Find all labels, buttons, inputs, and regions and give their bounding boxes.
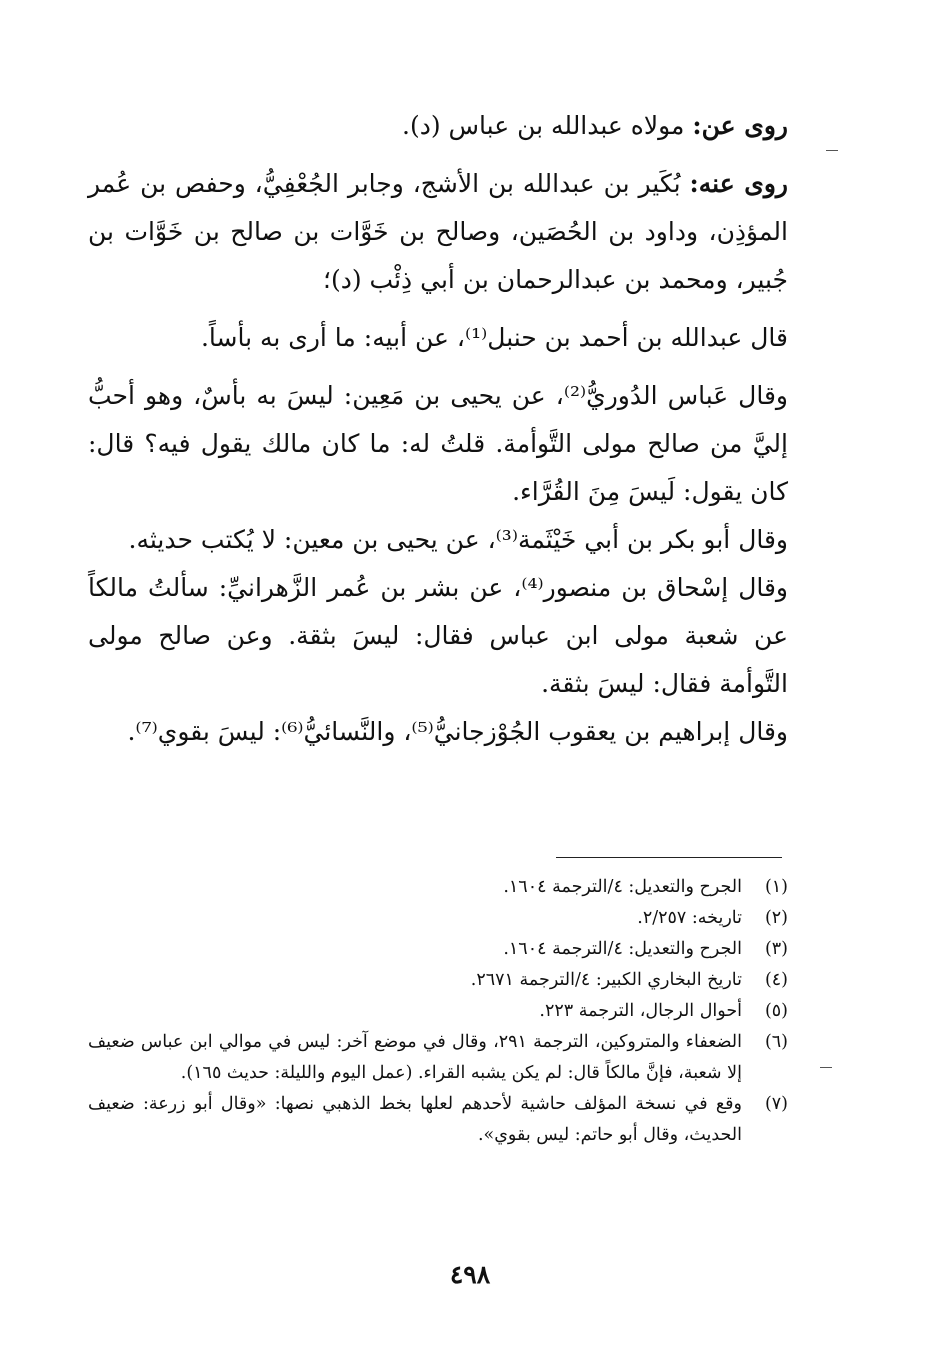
footnote-number: (٥) xyxy=(764,1001,788,1021)
text-narrated-by: بُكَير بن عبدالله بن الأشج، وجابر الجُعْفِيُّ، وحفص بن عُمر المؤذِن، وداود بن الحُصَين، وصالح بن خَوَّات بن صالح بن خَوَّات بن جُبير، ومحمد بن عبدالرحمان بن أبي ذِئْب (د)؛ xyxy=(88,169,788,294)
footnote-number: (٧) xyxy=(764,1094,788,1114)
paragraph-ibn-hanbal: قال عبدالله بن أحمد بن حنبل⁽¹⁾، عن أبيه: ما أرى به بأساً. xyxy=(200,323,788,352)
footnote-number: (٦) xyxy=(764,1032,788,1052)
footnote-number: (٤) xyxy=(764,970,788,990)
footnote-text: الضعفاء والمتروكين، الترجمة ٢٩١، وقال في موضع آخر: ليس في موالي ابن عباس ضعيف إلا شعبة، فإنَّ مالكاً قال: لم يكن يشبه القراء. (عمل اليوم والليلة: حديث ١٦٥). xyxy=(88,1032,743,1083)
footnote-number: (٢) xyxy=(764,908,788,928)
footnote-text: وقع في نسخة المؤلف حاشية لأحدهم لعلها بخط الذهبي نصها: «وقال أبو زرعة: ضعيف الحديث، وقال أبو حاتم: ليس بقوي». xyxy=(88,1094,742,1145)
text-narrated-from: مولاه عبدالله بن عباس (د). xyxy=(402,111,693,140)
paragraph-abu-bakr: وقال أبو بكر بن أبي خَيْثَمة⁽³⁾، عن يحيى بن معين: لا يُكتب حديثه. xyxy=(128,525,788,554)
label-narrated-from: روى عن: xyxy=(692,111,788,140)
label-narrated-by: روى عنه: xyxy=(689,169,788,198)
footnote-1 xyxy=(88,872,788,903)
footnote-separator xyxy=(556,857,782,858)
margin-mark xyxy=(820,1067,832,1068)
footnote-text: الجرح والتعديل: ٤/الترجمة ١٦٠٤. xyxy=(503,939,742,959)
page-number: ٤٩٨ xyxy=(449,1260,491,1289)
footnotes xyxy=(88,872,788,1151)
paragraph-ishaq: وقال إسْحاق بن منصور⁽⁴⁾، عن بشر بن عُمر الزَّهرانيِّ: سألتُ مالكاً عن شعبة مولى ابن عباس فقال: ليسَ بثقة. وعن صالح مولى التَّوأمة فقال: ليسَ بثقة. xyxy=(88,573,789,698)
footnote-5 xyxy=(88,996,788,1027)
footnote-6 xyxy=(88,1027,788,1089)
footnote-number: (٣) xyxy=(764,939,788,959)
footnote-2 xyxy=(88,903,788,934)
footnote-text: الجرح والتعديل: ٤/الترجمة ١٦٠٤. xyxy=(503,877,742,897)
footnote-number: (١) xyxy=(764,877,788,897)
main-text xyxy=(88,102,788,756)
footnote-3 xyxy=(88,934,788,965)
paragraph-narrated-by xyxy=(88,160,788,304)
paragraph-al-juzjani: وقال إبراهيم بن يعقوب الجُوْزجانيُّ⁽⁵⁾، والنَّسائيُّ⁽⁶⁾: ليسَ بقوي⁽⁷⁾. xyxy=(127,717,788,746)
footnote-text: تاريخه: ٢/٢٥٧. xyxy=(637,908,742,928)
footnote-text: أحوال الرجال، الترجمة ٢٢٣. xyxy=(539,1001,742,1021)
footnote-text: تاريخ البخاري الكبير: ٤/الترجمة ٢٦٧١. xyxy=(470,970,742,990)
paragraph-narrated-from xyxy=(88,102,788,150)
footnote-4 xyxy=(88,965,788,996)
margin-mark xyxy=(826,150,838,151)
footnote-7 xyxy=(88,1089,788,1151)
paragraph-al-duri: وقال عَباس الدُوريُّ⁽²⁾، عن يحيى بن مَعِين: ليسَ به بأسٌ، وهو أحبُّ إليَّ من صالح مولى التَّوأمة. قلتُ له: ما كان مالك يقول فيه؟ قال: كان يقول: لَيسَ مِنَ القُرَّاء. xyxy=(88,381,788,506)
